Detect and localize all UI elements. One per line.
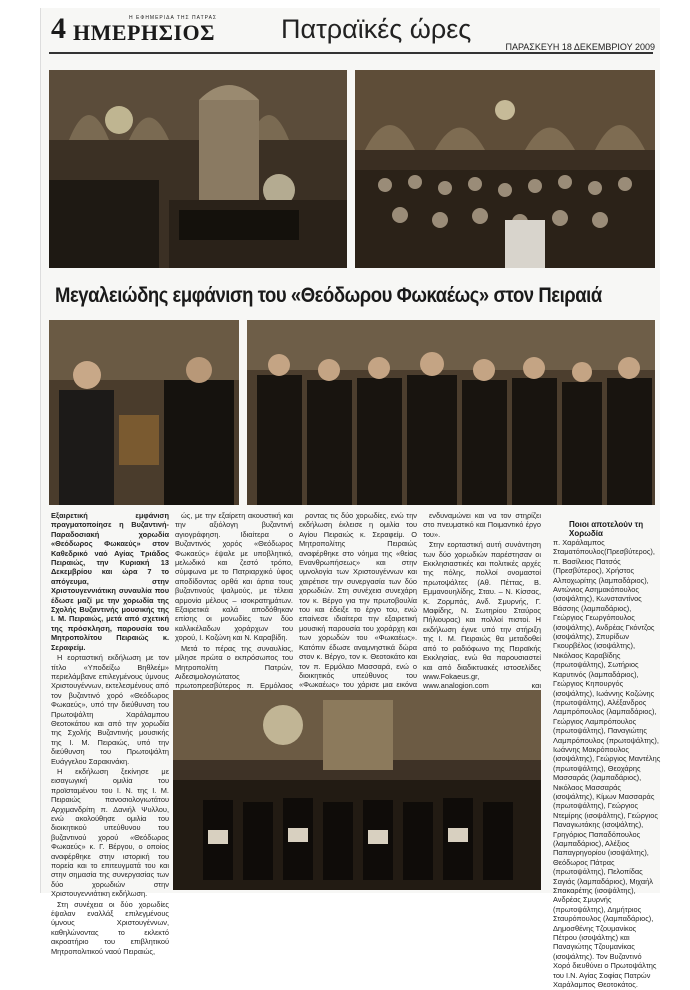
photo-choir-performing — [173, 690, 541, 890]
header-rule — [49, 52, 653, 54]
article-paragraph: ενδυναμώνει και να τον στηρίζει στο πνευματικό και Ποιμαντικό έργο του». — [423, 511, 541, 539]
photo-clergy-group — [247, 320, 655, 505]
newspaper-page — [40, 8, 661, 990]
article-paragraph: Η εορταστική εκδήλωση με τον τίτλο «Υποδείξω Βηθλεέμ» περιελάμβανε επιλεγμένους ύμνους Χριστουγέννων, εκτελεσμένους από τον βυζαντινό χορό «Θεόδωρος Φωκαεύς», υπό την διεύθυνση του Πρωτοψάλτη Χαράλαμπου Θεοτοκάτου και από την χορωδία της Σχολής Βυζαντινής μουσικής της Ι. Μ. Πειραιώς, υπό την διεύθυνση του Πρωτοψάλτη Ευάγγελου Σαρακινάκη. — [51, 653, 169, 766]
article-lead: Εξαιρετική εμφάνιση πραγματοποίησε η Βυζαντινή-Παραδοσιακή χορωδία «Θεόδωρος Φωκαεύς» στον Καθεδρικό ναό Αγίας Τριάδος Πειραιώς, την Κυριακή 13 Δεκεμβρίου και ώρα 7 το απόγευμα, στην Χριστουγεννιάτικη συναυλία που έδωσε μαζί με την χορωδία της Σχολής Βυζαντινής μουσικής της Ι. Μ. Πειραιώς, μετά από σχετική της πρόσκληση, παρουσία του Μητροπολίτου Πειραιώς κ. Σεραφείμ. — [51, 511, 169, 652]
article-headline: Μεγαλειώδης εμφάνιση του «Θεόδωρου Φωκαέως» στον Πειραιά — [55, 284, 602, 307]
photo-choir-performing-image — [173, 690, 541, 890]
article-column-4 — [423, 511, 541, 701]
article-column-2 — [175, 511, 293, 711]
page-number: 4 — [51, 12, 66, 45]
article-column-1 — [51, 511, 169, 957]
photo-speaker-image — [49, 320, 239, 505]
article-paragraph: Στη συνέχεια οι δύο χορωδίες έψαλαν εναλλάξ επιλεγμένους ύμνους Χριστουγέννων, καθηλώνοντας το εκλεκτό ακροατήριο του επιβλητικού Μητροπολιτικού ναού Πειραιώς, — [51, 899, 169, 956]
masthead — [49, 12, 661, 52]
paper-name: ΗΜΕΡΗΣΙΟΣ — [73, 20, 216, 45]
article-paragraph: ώς, με την εξαίρετη ακουστική και την αξιόλογη βυζαντινή αγιογράφηση. Ιδιαίτερα ο Βυζαντινός χορός «Θεόδωρος Φωκαεύς» έψαλε με υποβλητικό, μελωδικό και ζεστό τρόπο, σύμφωνα με το Πατριαρχικό ύφος αποδίδοντας ορθά και άρτια τους βυζαντινούς ψαλμούς, με τέλεια αρμονία μέλους – ισοκρατημάτων. Εξαιρετικά καλά αποδόθηκαν επίσης οι μονωδίες των δύο καλλικέλαδων χοράρχων του χορού, Ι. Κοζώνη και Ν. Καραβίδη. — [175, 511, 293, 643]
section-title: Πατραϊκές ώρες — [281, 14, 472, 44]
photo-audience-image — [355, 70, 655, 268]
photo-clergy-group-image — [247, 320, 655, 505]
choir-members-list: π. Χαράλαμπος Σταματόπουλος(Πρεσβύτερος), π. Βασίλειος Πατσός (Πρεσβύτερος), Χρήστος Αλποχωρίτης (λαμπαδάριος), Αντώνιος Ασημακόπουλος (ισοψάλτης), Κωνσταντίνος Βάσσης (λαμπαδάριος), Γεώργιος Γεωργόπουλος (ισοψάλτης), Ανδρέας Γκόντζος (ισοψάλτης), Σπυρίδων Γκουρβέλος (ισοψάλτης), Νικόλαος Καραβίδης (πρωτοψάλτης), Σωτήριος Καρυτινός (λαμπαδάριος), Γεώργιος Κηπουργός (ισοψάλτης), Ιωάννης Κοζώνης (πρωτοψάλτης), Αλέξανδρος Λαμπρόπουλος (λαμπαδάριος), Γεώργιος Λαμπρόπουλος (πρωτοψάλτης), Παναγιώτης Λαμπρόπουλος (πρωτοψάλτης), Ιωάννης Μακρόπουλος (ισοψάλτης), Γεώργιος Μαντέλης (πρωτοψάλτης), Θεοχάρης Μασσαράς (λαμπαδάριος), Νικόλαος Μασσαράς (ισοψάλτης), Κίμων Μασσαράς (πρωτοψάλτης), Γεώργιος Ντεμίρης (ισοψάλτης), Γεώργιος Παναγιωτάκης (ισοψάλτης), Γρηγόριος Παπαδόπουλος (λαμπαδάριος), Αλέξιος Παπαγρηγορίου (ισοψάλτης), Θεόδωρος Πάτρας (πρωτοψάλτης), Πελοπίδας Σαγιάς (λαμπαδάριος), Μιχαήλ Σπακαρέτης (ισοψάλτης), Ανδρέας Σμυρνής (πρωτοψάλτης), Δημήτριος Σταυρόπουλος (λαμπαδάριος), Δημοσθένης Τζουμανίκος Πέτρου (ισοψάλτης) και Παναγιώτης Τζουμανίκας (ισοψάλτης). Τον Βυζαντινό Χορό διευθύνει ο Πρωτοψάλτης του Ι.Ν. Αγίας Σοφίας Πατρών Χαράλαμπος Θεοτοκάτος. — [553, 538, 661, 990]
photo-church-interior — [49, 70, 347, 268]
article-column-3 — [299, 511, 417, 700]
article-paragraph: Μετά το πέρας της συναυλίας, μίλησε πρώτα ο εκπρόσωπος του Μητροπολίτη Πατρών, Αιδεσιμολογιώτατος πρωτοπρεσβύτερος π. Ερμόλαος — [175, 643, 293, 691]
photo-audience — [355, 70, 655, 268]
paper-subtitle: Η ΕΦΗΜΕΡΙΔΑ ΤΗΣ ΠΑΤΡΑΣ — [129, 15, 218, 21]
choir-members-title: Ποιοι αποτελούν τη Χορωδία — [569, 520, 644, 538]
article-paragraph: ροντας τις δύο χορωδίες, ενώ την εκδήλωση έκλεισε η ομιλία του Αγίου Πειραιώς κ. Σεραφείμ. Ο Μητροπολίτης Πειραιώς αναφέρθηκε στο νόημα της «θείας Ενανθρωπήσεως» και στην υμνολογία των Χριστουγέννων και χαιρέτισε την συνεργασία των δύο χορωδιών. Στη συνέχεια συνεχάρη τον κ. Βέργο για την πρωτοβουλία του και έδειξε το έργο του, ενώ επαίνεσε ιδιαίτερα την εξαιρετική μουσική παρουσία του χοράρχη και των χορωδών του «Φωκαέως». Κατόπιν έδωσε αναμνηστικά δώρα στον κ. Βέργο, τον κ. Θεοτοκάτο και τον π. Ερμόλαο Μασσαρά, ενώ ο διοικητικός υπεύθυνος του «Φωκαέως» του χάρισε μια εικόνα — [299, 511, 417, 690]
photo-speaker — [49, 320, 239, 505]
article-paragraph: Στην εορταστική αυτή συνάντηση των δύο χορωδιών παρέστησαν οι Εκκλησιαστικές και πολιτικές αρχές της πόλης, πολλοί ονομαστοί πρωτοψάλτες (Αθ. Πέττας, Β. Εμμανουηλίδης, Σταυ. – Ν. Κίσσας, Κ. Ζορμπάς, Ανδ. Σμυρνής, Γ. Μαφίδης, Ν. Σωτηρίου Σταύρος Πήλιουρας) και πολλοί πιστοί. Η εκδήλωση έγινε υπό την στήριξη της Ι. Μ. Πειραιώς θα μεταδοθεί από το ραδιόφωνο της Πειραϊκής Εκκλησίας, ενώ θα παρουσιαστεί και από διαδικτυακές ιστοσελίδες www.Fokaeus.gr, www.analogion.com και — [423, 540, 541, 691]
issue-date: ΠΑΡΑΣΚΕΥΗ 18 ΔΕΚΕΜΒΡΙΟΥ 2009 — [505, 42, 655, 52]
article-paragraph: Η εκδήλωση ξεκίνησε με εισαγωγική ομιλία του προϊσταμένου του Ι. Ν. της Ι. Μ. Πειραιώς πανοσιολογιωτάτου Αρχιμανδρίτη π. Δανιήλ Ψυλλου, ενώ ακολούθησε ομιλία του διοικητικού υπεύθυνου του βυζαντινού χορού «Θεόδωρος Φωκαεύς» κ. Γ. Βέργου, ο οποίος αναφέρθηκε στην ιστορική του πορεία και το επιτευγματά του και στην σημασία της συνεργασίας των δύο χορωδιών στην Χριστουγεννιάτικη εκδήλωση. — [51, 766, 169, 899]
photo-church-interior-image — [49, 70, 347, 268]
